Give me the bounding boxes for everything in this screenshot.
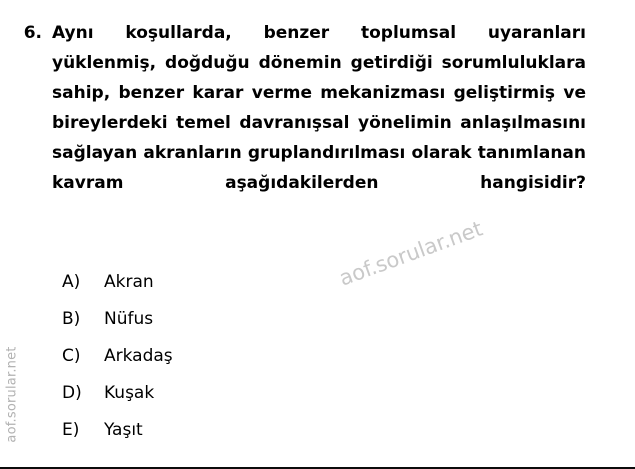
- options-list: [62, 272, 482, 457]
- option-e[interactable]: [62, 420, 482, 457]
- option-e-text: Yaşıt: [104, 420, 143, 440]
- option-c[interactable]: [62, 346, 482, 383]
- question-number: 6.: [23, 23, 42, 43]
- option-d[interactable]: [62, 383, 482, 420]
- side-watermark-text: aof.sorular.net: [4, 345, 20, 443]
- option-a-text: Akran: [104, 272, 154, 292]
- side-watermark: [2, 329, 22, 459]
- diagonal-watermark-text: aof.sorular.net: [336, 216, 486, 291]
- option-b[interactable]: [62, 309, 482, 346]
- option-a[interactable]: [62, 272, 482, 309]
- option-b-letter: B): [62, 309, 81, 329]
- option-c-letter: C): [62, 346, 81, 366]
- option-d-letter: D): [62, 383, 82, 403]
- question-text: Aynı koşullarda, benzer toplumsal uyaranları yüklenmiş, doğduğu dönemin getirdiği sorumluluklara sahip, benzer karar verme mekanizması geliştirmiş ve bireylerdeki temel davranışsal yönelimin anlaşılmasını sağlayan akranların gruplandırılması olarak tanımlanan kavram aşağıdakilerden hangisidir?: [52, 23, 586, 193]
- option-e-letter: E): [62, 420, 80, 440]
- option-b-text: Nüfus: [104, 309, 154, 329]
- option-d-text: Kuşak: [104, 383, 155, 403]
- option-a-letter: A): [62, 272, 81, 292]
- option-c-text: Arkadaş: [104, 346, 173, 366]
- question-block: [0, 18, 635, 228]
